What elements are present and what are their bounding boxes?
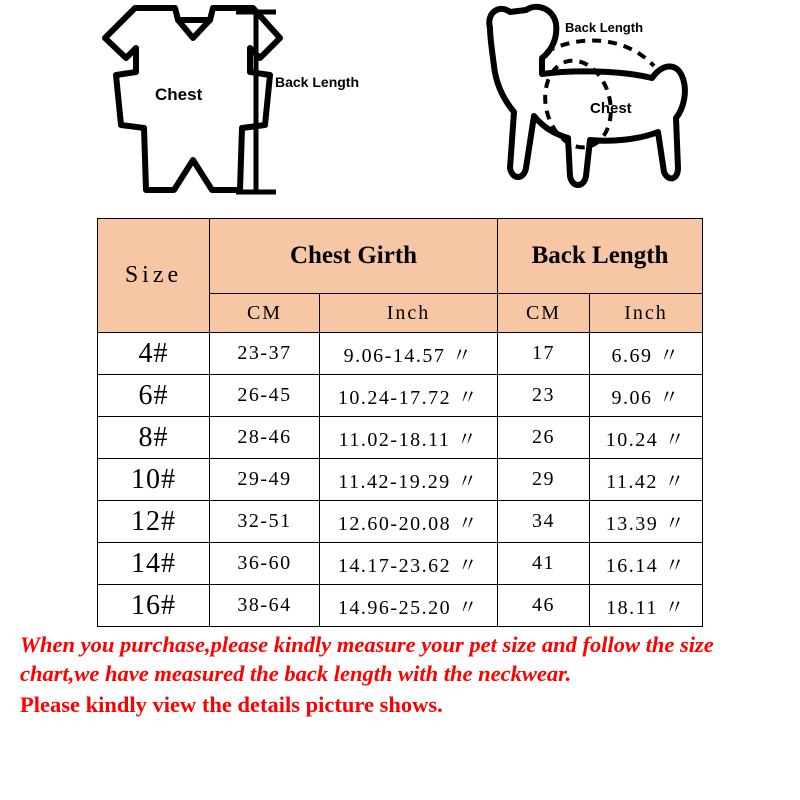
cell-back-inch: 9.06 〃 [590, 375, 703, 417]
shirt-outline-svg [60, 0, 390, 205]
cell-chest-cm: 26-45 [210, 375, 320, 417]
cell-back-inch: 13.39 〃 [590, 501, 703, 543]
table-header-row-major [98, 219, 703, 294]
cell-back-inch: 11.42 〃 [590, 459, 703, 501]
cell-chest-inch: 14.17-23.62 〃 [320, 543, 498, 585]
cell-back-cm: 29 [498, 459, 590, 501]
table-row [98, 333, 703, 375]
header-back-cm: CM [498, 294, 590, 333]
cell-size: 12# [98, 501, 210, 543]
back-length-label-right: Back Length [565, 20, 644, 35]
cell-size: 8# [98, 417, 210, 459]
cell-chest-inch: 9.06-14.57 〃 [320, 333, 498, 375]
table-row [98, 417, 703, 459]
header-chest-girth: Chest Girth [210, 219, 498, 294]
cell-back-inch: 6.69 〃 [590, 333, 703, 375]
table-body [98, 333, 703, 627]
cell-chest-inch: 11.42-19.29 〃 [320, 459, 498, 501]
cell-chest-cm: 28-46 [210, 417, 320, 459]
cell-chest-inch: 11.02-18.11 〃 [320, 417, 498, 459]
back-length-label-left: Back Length [275, 74, 360, 90]
cell-back-cm: 17 [498, 333, 590, 375]
notice-line-1: When you purchase,please kindly measure your pet size and follow the size chart,we have measured the back length with the neckwear. [20, 632, 714, 686]
purchase-notice [20, 630, 780, 719]
dog-shirt-flat-diagram [60, 0, 390, 205]
cell-chest-inch: 14.96-25.20 〃 [320, 585, 498, 627]
table-row [98, 459, 703, 501]
chest-label-right: Chest [590, 100, 632, 117]
cell-back-inch: 16.14 〃 [590, 543, 703, 585]
header-back-inch: Inch [590, 294, 703, 333]
header-size: Size [98, 219, 210, 333]
size-chart-table-wrap [97, 218, 702, 627]
table-head [98, 219, 703, 333]
cell-back-cm: 41 [498, 543, 590, 585]
cell-size: 14# [98, 543, 210, 585]
cell-chest-cm: 36-60 [210, 543, 320, 585]
chest-label-left: Chest [155, 85, 203, 104]
cell-back-inch: 18.11 〃 [590, 585, 703, 627]
table-row [98, 543, 703, 585]
table-row [98, 585, 703, 627]
table-row [98, 375, 703, 417]
cell-back-inch: 10.24 〃 [590, 417, 703, 459]
notice-line-2: Please kindly view the details picture shows. [20, 692, 443, 717]
cell-chest-cm: 29-49 [210, 459, 320, 501]
cell-size: 6# [98, 375, 210, 417]
cell-chest-cm: 23-37 [210, 333, 320, 375]
header-chest-inch: Inch [320, 294, 498, 333]
table-row [98, 501, 703, 543]
cell-size: 16# [98, 585, 210, 627]
cell-size: 10# [98, 459, 210, 501]
cell-chest-cm: 32-51 [210, 501, 320, 543]
diagram-section [0, 0, 800, 205]
cell-back-cm: 34 [498, 501, 590, 543]
cell-chest-inch: 12.60-20.08 〃 [320, 501, 498, 543]
size-chart-table [97, 218, 703, 627]
cell-back-cm: 26 [498, 417, 590, 459]
dog-body-measure-diagram [430, 0, 750, 205]
cell-back-cm: 46 [498, 585, 590, 627]
header-back-length: Back Length [498, 219, 703, 294]
header-chest-cm: CM [210, 294, 320, 333]
cell-size: 4# [98, 333, 210, 375]
cell-chest-cm: 38-64 [210, 585, 320, 627]
cell-back-cm: 23 [498, 375, 590, 417]
cell-chest-inch: 10.24-17.72 〃 [320, 375, 498, 417]
